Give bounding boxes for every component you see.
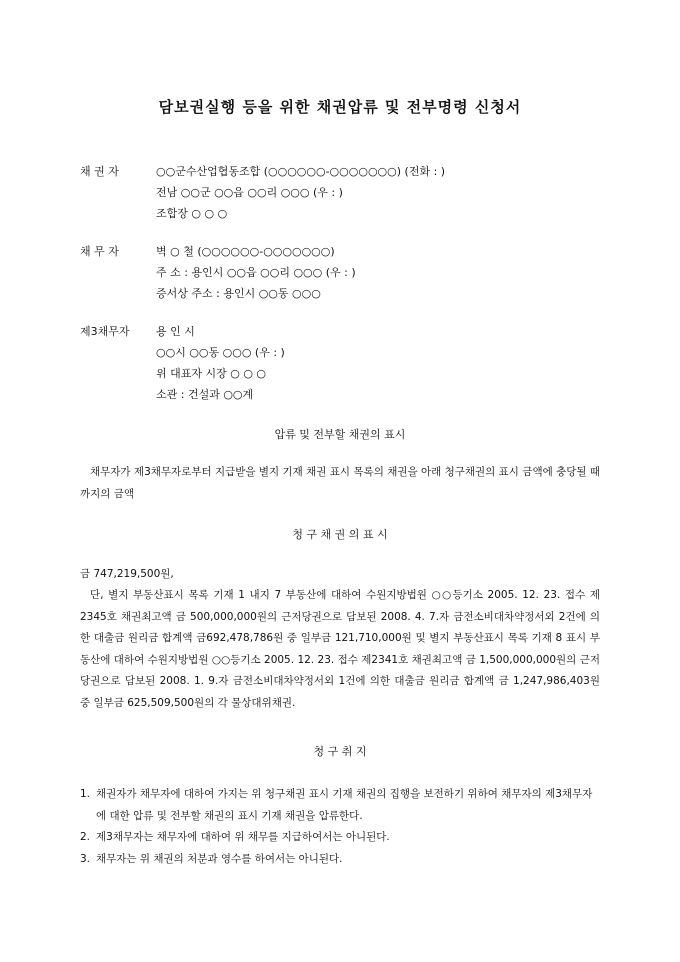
purpose-item-number: 3. bbox=[80, 852, 91, 865]
debtor-name: 벽 ○ 철 (○○○○○○-○○○○○○○) bbox=[156, 245, 335, 258]
purpose-item bbox=[80, 827, 600, 849]
creditor-label: 채 권 자 bbox=[80, 165, 119, 178]
third-debtor-address: ○○시 ○○동 ○○○ (우 : ) bbox=[156, 346, 285, 359]
third-debtor-name: 용 인 시 bbox=[156, 325, 195, 338]
purpose-heading: 청 구 취 지 bbox=[313, 745, 367, 758]
creditor-name: ○○군수산업협동조합 (○○○○○○-○○○○○○○) (전화 : ) bbox=[156, 165, 446, 178]
debtor-label: 채 무 자 bbox=[80, 245, 119, 258]
seizure-heading: 압류 및 전부할 채권의 표시 bbox=[274, 428, 406, 441]
purpose-item-text: 제3채무자는 채무자에 대하여 위 채무를 지급하여서는 아니된다. bbox=[96, 831, 390, 843]
purpose-item-number: 1. bbox=[80, 788, 91, 800]
purpose-item bbox=[80, 849, 600, 871]
creditor-representative: 조합장 ○ ○ ○ bbox=[156, 207, 228, 220]
purpose-item-text: 채무자는 위 채권의 처분과 영수를 하여서는 아니된다. bbox=[96, 852, 343, 865]
claim-heading: 청 구 채 권 의 표 시 bbox=[292, 528, 388, 541]
debtor-deed-address: 증서상 주소 : 용인시 ○○동 ○○○ bbox=[156, 287, 321, 300]
seizure-text: 채무자가 제3채무자로부터 지급받을 별지 기재 채권 표시 목록의 채권을 아래 청구채권의 표시 금액에 충당될 때까지의 금액 bbox=[80, 466, 600, 500]
debtor-address: 주 소 : 용인시 ○○읍 ○○리 ○○○ (우 : ) bbox=[156, 266, 356, 279]
purpose-list bbox=[80, 784, 600, 870]
third-debtor-label: 제3채무자 bbox=[80, 325, 130, 338]
third-debtor-department: 소관 : 건설과 ○○계 bbox=[156, 388, 254, 401]
document-title: 담보권실행 등을 위한 채권압류 및 전부명령 신청서 bbox=[158, 98, 522, 116]
claim-detail: 단, 별지 부동산표시 목록 기재 1 내지 7 부동산에 대하여 수원지방법원 ○○등기소 2005. 12. 23. 접수 제2345호 채권최고액 금 500,000,000원의 근저당권으로 담보된 2008. 4. 7.자 금전소비대차약정서외 2건에 의한 대출금 원리금 합계액 금692,478,786원 중 일부금 121,710,000원 및 별지 부동산표시 목록 기재 8 표시 부동산에 대하여 수원지방법원 ○○등기소 2005. 12. 23. 접수 제2341호 채권최고액 금 1,500,000,000원의 근저당권으로 담보된 2008. 1. 9.자 금전소비대차약정서외 1건에 의한 대출금 원리금 합계액 금 1,247,986,403원 중 일부금 625,509,500원의 각 물상대위채권. bbox=[80, 589, 600, 709]
third-debtor-representative: 위 대표자 시장 ○ ○ ○ bbox=[156, 367, 267, 380]
claim-amount: 금 747,219,500원, bbox=[80, 568, 174, 580]
purpose-item-text: 채권자가 채무자에 대하여 가지는 위 청구채권 표시 기재 채권의 집행을 보전하기 위하여 채무자의 제3채무자에 대한 압류 및 전부할 채권의 표시 기재 채권을 압류한다. bbox=[96, 788, 593, 822]
purpose-item bbox=[80, 784, 600, 827]
purpose-item-number: 2. bbox=[80, 831, 91, 843]
creditor-address: 전남 ○○군 ○○읍 ○○리 ○○○ (우 : ) bbox=[156, 186, 343, 199]
